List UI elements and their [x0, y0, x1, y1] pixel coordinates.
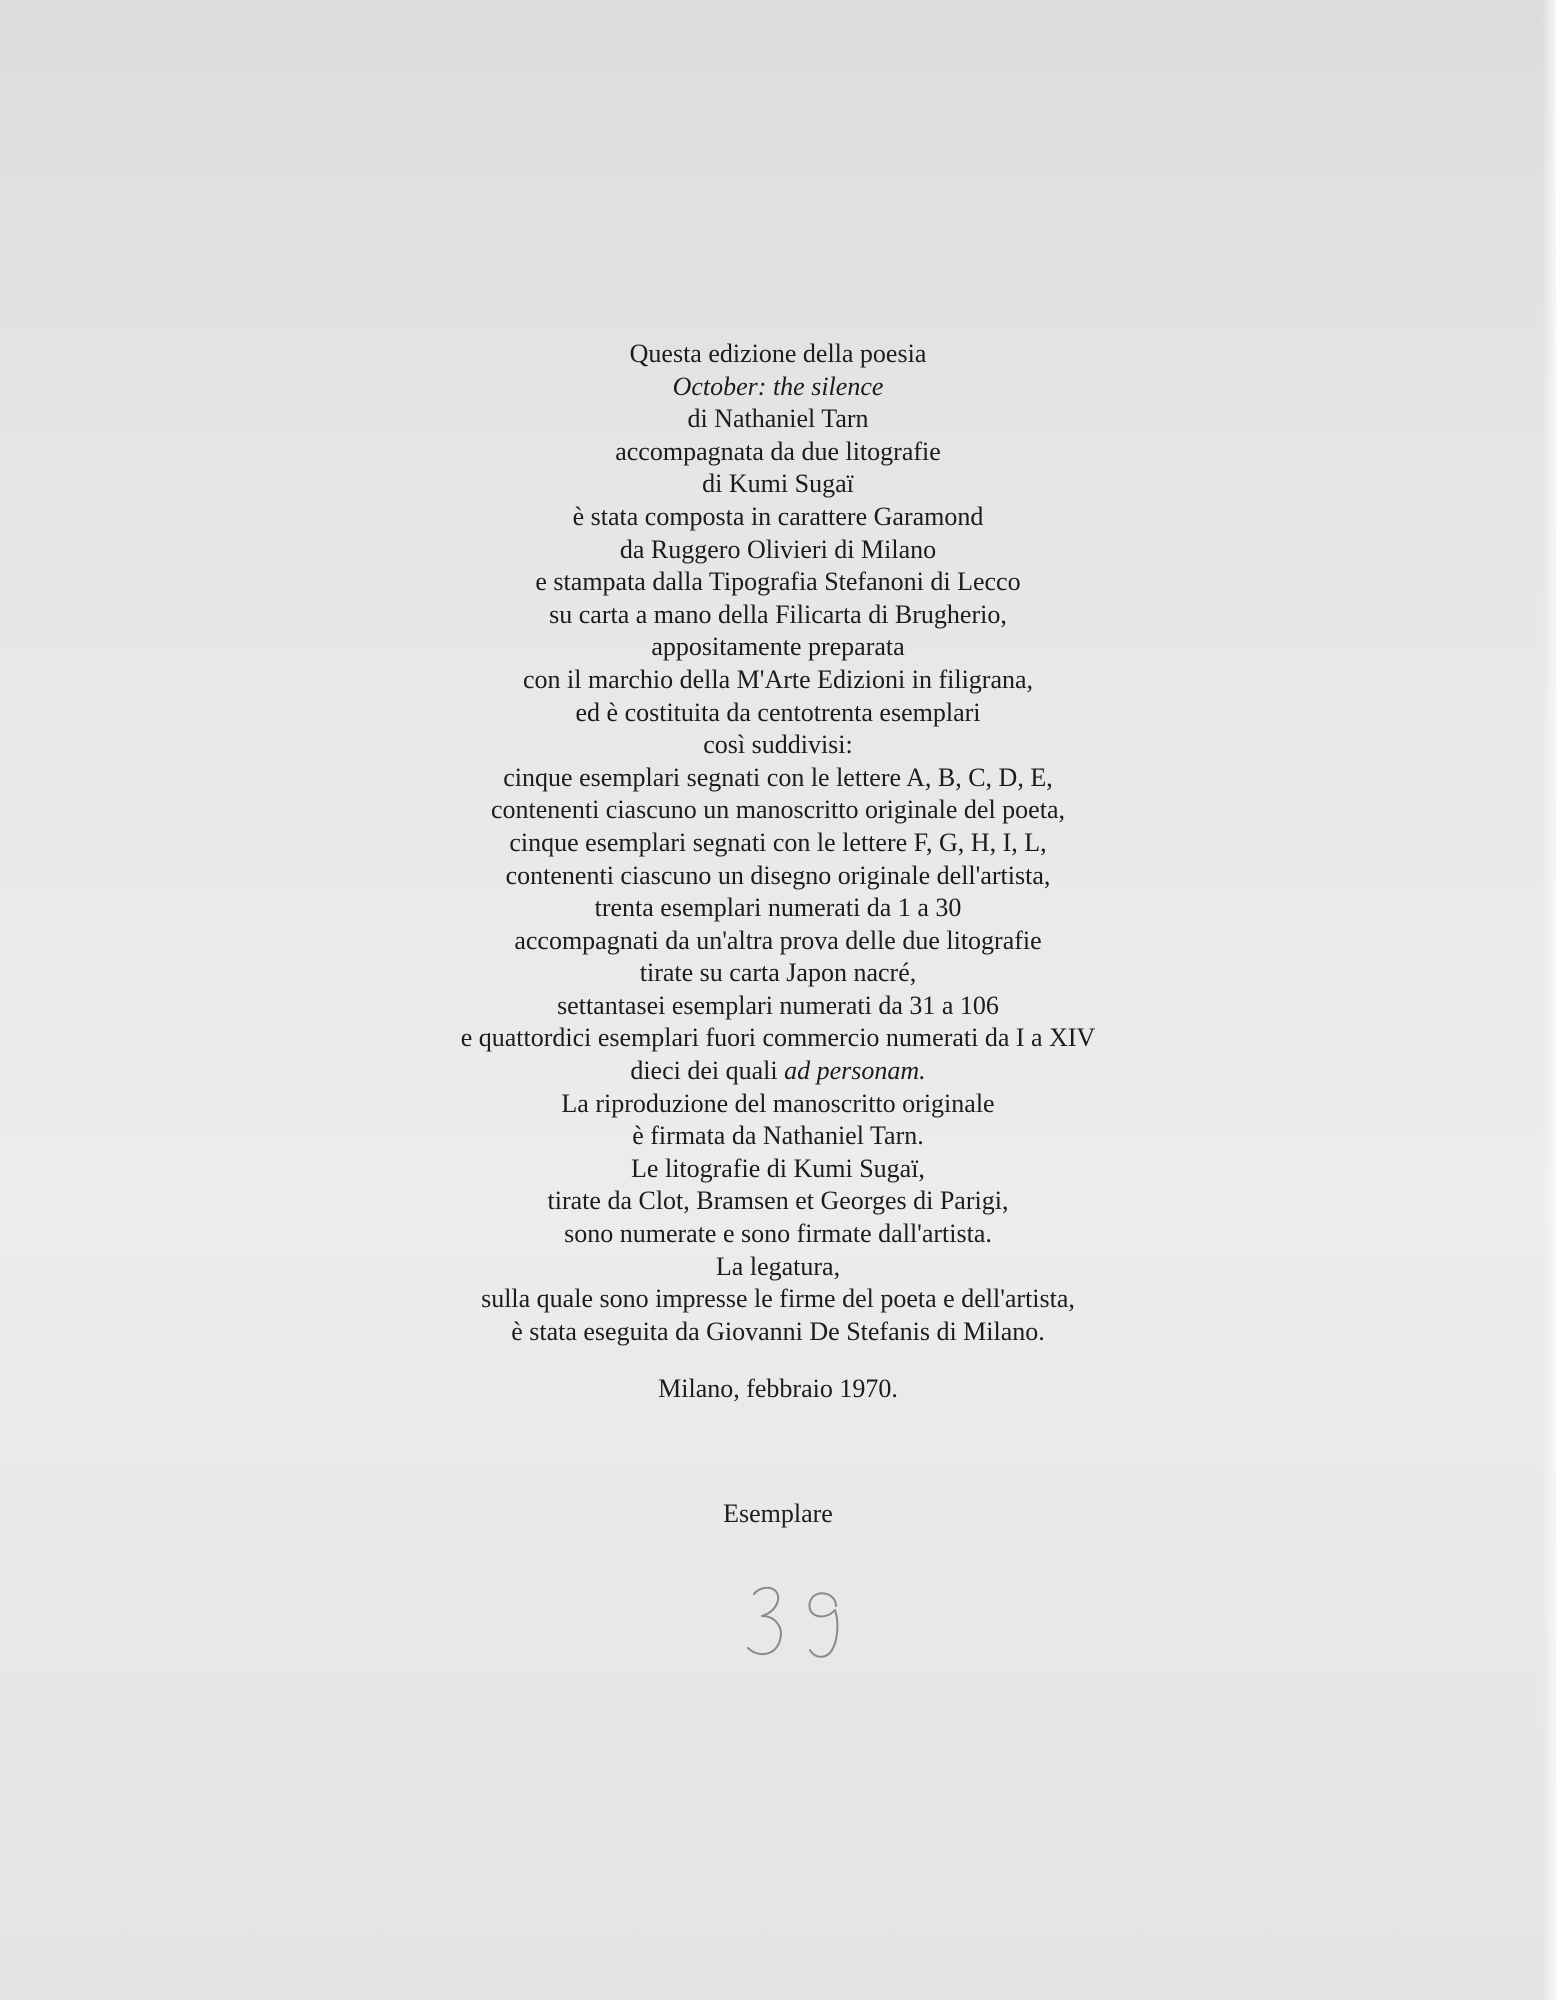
colophon-line: è stata composta in carattere Garamond	[572, 501, 984, 531]
poem-title: October: the silence	[672, 371, 884, 401]
colophon-line: Le litografie di Kumi Sugaï,	[631, 1153, 925, 1183]
colophon-line: La riproduzione del manoscritto originale	[561, 1088, 995, 1118]
colophon-line: contenenti ciascuno un manoscritto originale del poeta,	[491, 795, 1065, 825]
colophon-line: di Nathaniel Tarn	[687, 404, 869, 434]
colophon-line: è stata eseguita da Giovanni De Stefanis di Milano.	[511, 1316, 1045, 1346]
handwritten-copy-number	[740, 1578, 860, 1668]
colophon-line: di Kumi Sugaï	[702, 469, 854, 499]
colophon-line: sono numerate e sono firmate dall'artista.	[564, 1219, 992, 1249]
colophon-line: su carta a mano della Filicarta di Brugherio,	[549, 599, 1007, 629]
colophon-line-mixed	[0, 1055, 1556, 1088]
colophon-line: Questa edizione della poesia	[629, 339, 927, 368]
colophon-poem-title	[0, 371, 1556, 404]
colophon-line: tirate su carta Japon nacré,	[639, 958, 917, 988]
colophon-line: trenta esemplari numerati da 1 a 30	[594, 893, 962, 923]
colophon-text	[0, 338, 1556, 1348]
copy-label: Esemplare	[723, 1499, 833, 1528]
colophon-line: appositamente preparata	[651, 632, 905, 662]
colophon-line: e stampata dalla Tipografia Stefanoni di Lecco	[535, 567, 1021, 597]
ad-personam-phrase: ad personam.	[784, 1056, 926, 1086]
colophon-line: ed è costituita da centotrenta esemplari	[575, 697, 981, 727]
colophon-line: settantasei esemplari numerati da 31 a 106	[557, 990, 999, 1020]
colophon-line: sulla quale sono impresse le firme del poeta e dell'artista,	[481, 1284, 1075, 1314]
colophon-line: e quattordici esemplari fuori commercio numerati da I a XIV	[460, 1023, 1096, 1053]
colophon-line: con il marchio della M'Arte Edizioni in filigrana,	[522, 664, 1034, 694]
colophon-line: cinque esemplari segnati con le lettere A, B, C, D, E,	[503, 762, 1053, 792]
colophon-line: accompagnati da un'altra prova delle due litografie	[514, 925, 1042, 955]
colophon-line: dieci dei quali	[630, 1056, 778, 1086]
colophon-line: La legatura,	[715, 1251, 841, 1281]
colophon-line: cinque esemplari segnati con le lettere F, G, H, I, L,	[509, 827, 1047, 857]
colophon-line: accompagnata da due litografie	[615, 436, 941, 466]
colophon-line: contenenti ciascuno un disegno originale dell'artista,	[505, 860, 1051, 890]
colophon-line: da Ruggero Olivieri di Milano	[619, 534, 937, 564]
place-date-line: Milano, febbraio 1970.	[658, 1374, 898, 1403]
colophon-line: così suddivisi:	[703, 730, 853, 760]
colophon-line: tirate da Clot, Bramsen et Georges di Parigi,	[547, 1186, 1009, 1216]
colophon-line: è firmata da Nathaniel Tarn.	[632, 1121, 924, 1151]
